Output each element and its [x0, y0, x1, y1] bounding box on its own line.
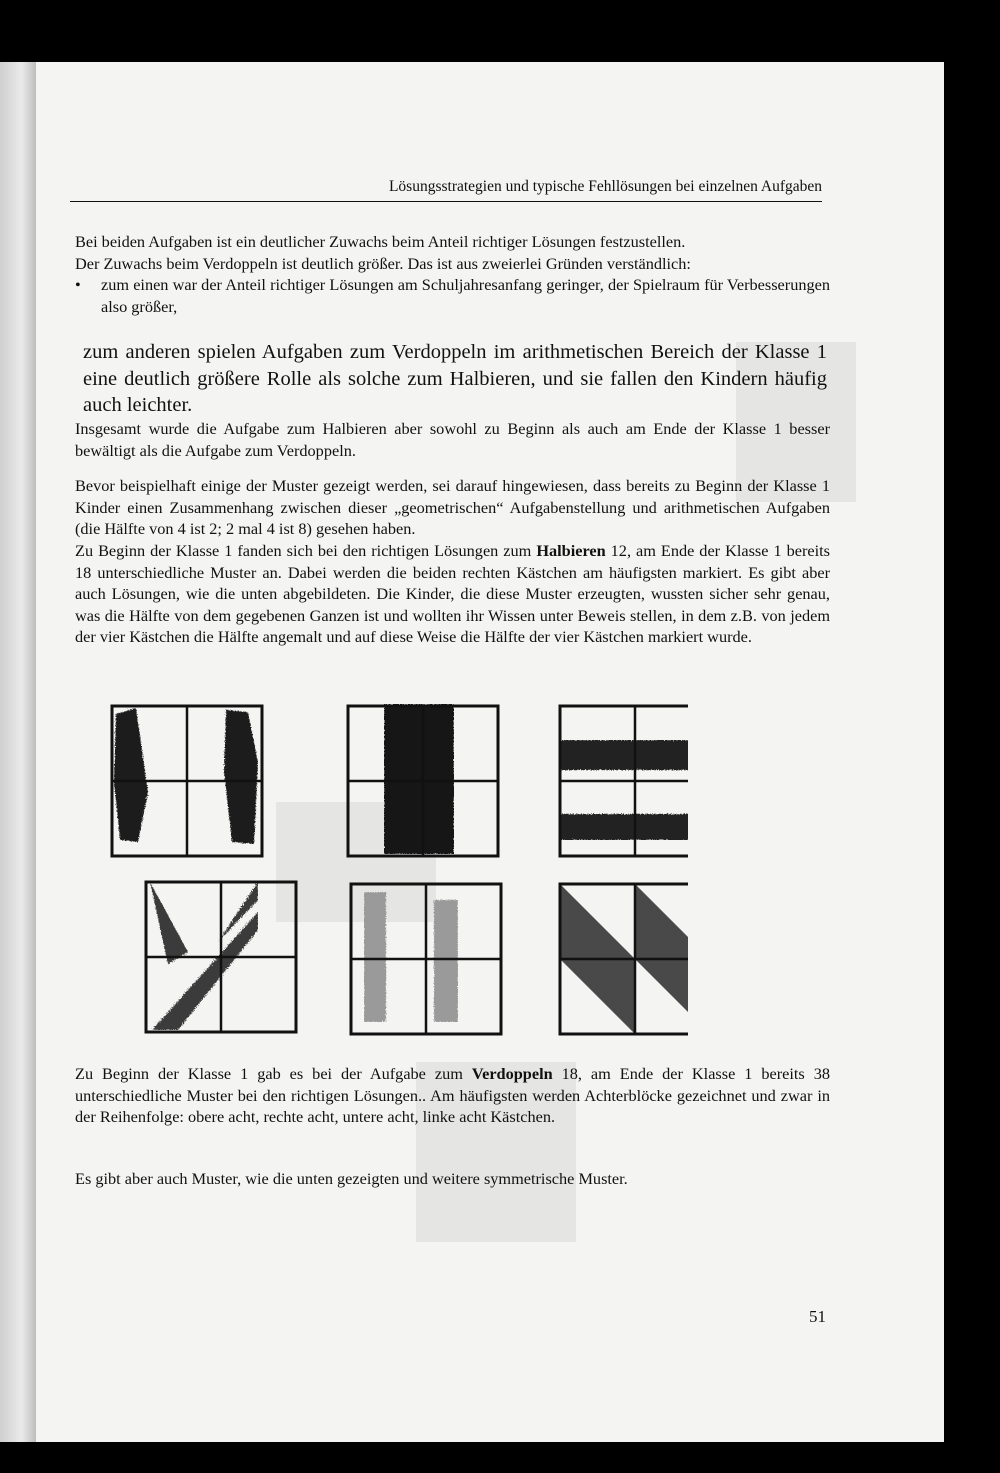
pattern-figure	[108, 702, 688, 1042]
paragraph-before: Bevor beispielhaft einige der Muster gezeigt werden, sei darauf hingewiesen, dass bereits zu Beginn der Klasse 1 Kinder einen Zusammenhang zwischen dieser „geometrischen“ Aufgabenstellung und arithmetischen Aufgaben (die Hälfte von 4 ist 2; 2 mal 4 ist 8) gesehen haben.	[75, 476, 830, 539]
paragraph-overall: Insgesamt wurde die Aufgabe zum Halbieren aber sowohl zu Beginn als auch am Ende der Klasse 1 besser bewältigt als die Aufgabe zum Verdoppeln.	[75, 419, 830, 460]
bullet-item	[75, 274, 830, 317]
intro-line-2: Der Zuwachs beim Verdoppeln ist deutlich größer. Das ist aus zweierlei Gründen verständlich:	[75, 253, 691, 273]
halbieren-text-a: Zu Beginn der Klasse 1 fanden sich bei den richtigen Lösungen zum	[75, 541, 537, 560]
intro-line-1: Bei beiden Aufgaben ist ein deutlicher Zuwachs beim Anteil richtiger Lösungen festzustellen.	[75, 232, 686, 251]
light-columns-pattern-icon	[351, 884, 501, 1034]
paragraph-halbieren	[75, 540, 830, 648]
running-header: Lösungsstrategien und typische Fehllösungen bei einzelnen Aufgaben	[70, 178, 822, 202]
large-paragraph: zum anderen spielen Aufgaben zum Verdoppeln im arithmetischen Bereich der Klasse 1 eine deutlich größere Rolle als solche zum Halbieren, und sie fallen den Kindern häufig auch leichter.	[83, 341, 827, 416]
book-page	[36, 62, 944, 1442]
halbieren-text-b: 12, am Ende der Klasse 1 bereits 18 unterschiedliche Muster an. Dabei werden die beiden rechten Kästchen am häufigsten markiert. Es gibt aber auch Lösungen, wie die unten abgebildeten. Die Kinder, die diese Muster erzeugten, wussten sicher sehr genau, was die Hälfte von dem gegebenen Ganzen ist und wollten ihr Wissen unter Beweis stellen, in dem z.B. von jedem der vier Kästchen die Hälfte angemalt und auf diese Weise die Hälfte der vier Kästchen markiert wurde.	[75, 541, 830, 647]
x-diagonal-pattern-icon	[146, 882, 296, 1032]
paragraph-more-patterns: Es gibt aber auch Muster, wie die unten gezeigten und weitere symmetrische Muster.	[75, 1169, 628, 1188]
diagonal-triangles-pattern-icon	[560, 884, 688, 1034]
verdoppeln-text-a: Zu Beginn der Klasse 1 gab es bei der Aufgabe zum	[75, 1064, 472, 1083]
facing-page-edge	[0, 62, 36, 1442]
vertical-stripes-pattern-icon	[112, 706, 262, 856]
intro-block	[75, 231, 830, 317]
verdoppeln-bold: Verdoppeln	[471, 1064, 553, 1083]
horizontal-bands-pattern-icon	[560, 706, 688, 856]
bullet-text: zum einen war der Anteil richtiger Lösungen am Schuljahresanfang geringer, der Spielraum für Verbesserungen also größer,	[101, 275, 830, 316]
halbieren-bold: Halbieren	[536, 541, 606, 560]
center-column-pattern-icon	[348, 704, 498, 856]
bullet-icon: •	[75, 275, 81, 295]
page-number: 51	[809, 1307, 826, 1326]
paragraph-verdoppeln	[75, 1063, 830, 1128]
verdoppeln-text-b: 18, am Ende der Klasse 1 bereits 38 unterschiedliche Muster bei den richtigen Lösungen.. Am häufigsten werden Achterblöcke gezeichnet und zwar in der Reihenfolge: obere acht, rechte acht, untere acht, linke acht Kästchen.	[75, 1064, 830, 1127]
